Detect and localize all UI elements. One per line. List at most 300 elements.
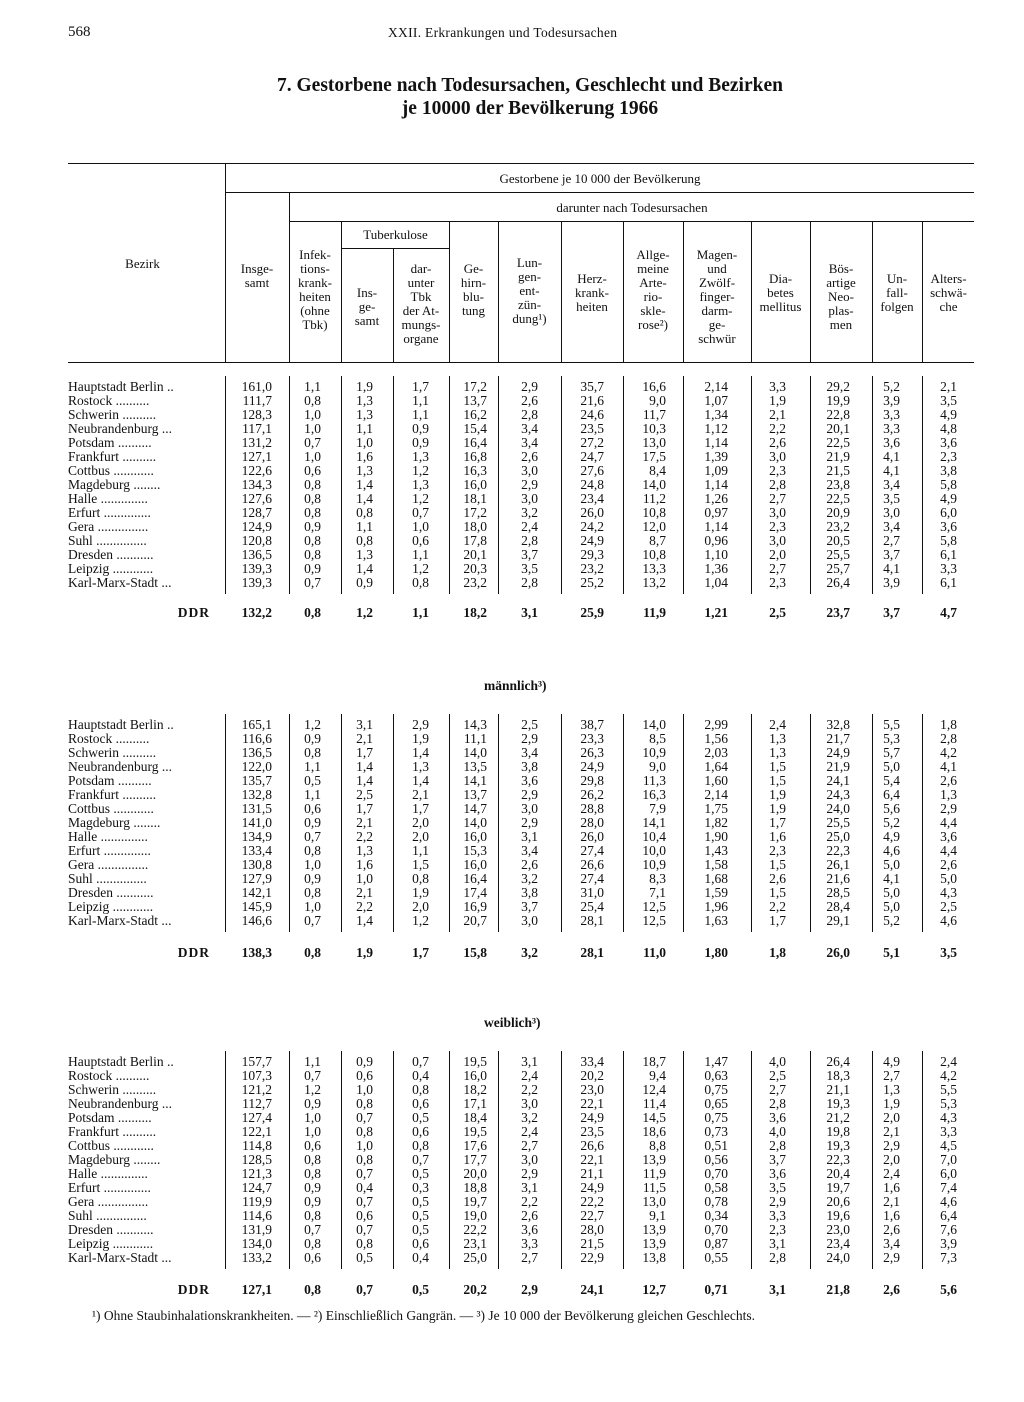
table-cell: 121,3 — [241, 1166, 272, 1181]
table-cell: 0,6 — [356, 1068, 373, 1083]
table-cell: 3,4 — [521, 421, 538, 436]
table-cell: 20,4 — [826, 1166, 850, 1181]
table-row — [0, 886, 1024, 900]
table-cell: 2,5 — [769, 605, 786, 620]
table-cell: 11,1 — [463, 731, 487, 746]
table-cell: 6,1 — [940, 575, 957, 590]
table-cell: 133,2 — [241, 1250, 272, 1265]
table-cell: 2,2 — [356, 829, 373, 844]
table-cell: 0,5 — [412, 1208, 429, 1223]
table-cell: 0,3 — [412, 1180, 429, 1195]
table-cell: 12,5 — [642, 899, 666, 914]
table-cell: 3,4 — [521, 745, 538, 760]
table-cell: 122,1 — [241, 1124, 272, 1139]
table-cell: 1,90 — [704, 829, 728, 844]
table-cell: 2,4 — [521, 519, 538, 534]
table-cell: 9,1 — [649, 1208, 666, 1223]
table-cell: 23,8 — [826, 477, 850, 492]
table-cell: 2,9 — [412, 717, 429, 732]
table-cell: 1,07 — [704, 393, 728, 408]
table-cell: 2,9 — [940, 801, 957, 816]
table-cell: 23,0 — [580, 1082, 604, 1097]
table-cell: 20,2 — [580, 1068, 604, 1083]
table-cell: 25,9 — [580, 605, 604, 620]
table-cell: 0,8 — [304, 945, 321, 960]
table-cell: 0,75 — [704, 1110, 728, 1125]
table-cell: 1,3 — [769, 731, 786, 746]
table-cell: 25,5 — [826, 547, 850, 562]
table-cell: 2,1 — [883, 1194, 900, 1209]
table-cell: 1,4 — [356, 477, 373, 492]
table-cell: 10,0 — [642, 843, 666, 858]
table-cell: 21,9 — [826, 759, 850, 774]
table-cell: 121,2 — [241, 1082, 272, 1097]
table-cell: 1,80 — [704, 945, 728, 960]
column-header: Lun- gen- ent- zün- dung¹) — [512, 255, 547, 326]
table-row — [0, 900, 1024, 914]
table-cell: 3,7 — [883, 605, 900, 620]
footnote: ¹) Ohne Staubinhalationskrankheiten. — ²) Einschließlich Gangrän. — ³) Je 10 000 der Bevölkerung gleichen Geschlechts. — [92, 1308, 755, 1323]
table-cell: 1,1 — [412, 393, 429, 408]
table-cell: 3,3 — [769, 379, 786, 394]
table-cell: 6,0 — [940, 1166, 957, 1181]
bezirk-name: Hauptstadt Berlin .. — [68, 718, 174, 732]
table-cell: 3,5 — [769, 1180, 786, 1195]
table-cell: 29,1 — [826, 913, 850, 928]
bezirk-name: Cottbus ............ — [68, 464, 154, 478]
table-cell: 15,8 — [463, 945, 487, 960]
table-cell: 14,0 — [642, 477, 666, 492]
table-cell: 3,2 — [521, 505, 538, 520]
table-cell: 27,2 — [580, 435, 604, 450]
header-darunter: darunter nach Todesursachen — [556, 200, 708, 215]
table-cell: 0,5 — [304, 773, 321, 788]
table-row — [0, 1083, 1024, 1097]
table-cell: 24,1 — [826, 773, 850, 788]
table-cell: 1,9 — [769, 787, 786, 802]
table-cell: 0,8 — [412, 871, 429, 886]
table-row — [0, 576, 1024, 590]
table-cell: 1,7 — [769, 913, 786, 928]
table-cell: 1,2 — [304, 1082, 321, 1097]
table-cell: 1,1 — [412, 843, 429, 858]
table-cell: 135,7 — [241, 773, 272, 788]
table-cell: 14,0 — [642, 717, 666, 732]
column-header: Bös- artige Neo- plas- men — [826, 261, 856, 332]
table-cell: 21,5 — [826, 463, 850, 478]
table-cell: 0,56 — [704, 1152, 728, 1167]
table-cell: 5,2 — [883, 815, 900, 830]
table-cell: 3,3 — [521, 1236, 538, 1251]
table-cell: 1,8 — [940, 717, 957, 732]
table-cell: 0,97 — [704, 505, 728, 520]
table-cell: 1,7 — [412, 945, 429, 960]
bezirk-name: Dresden ........... — [68, 1223, 154, 1237]
table-cell: 22,9 — [580, 1250, 604, 1265]
table-cell: 1,0 — [356, 1138, 373, 1153]
table-cell: 23,3 — [580, 731, 604, 746]
table-cell: 1,0 — [304, 1124, 321, 1139]
table-cell: 28,8 — [580, 801, 604, 816]
table-cell: 20,5 — [826, 533, 850, 548]
table-cell: 3,5 — [521, 561, 538, 576]
bezirk-name: Rostock .......... — [68, 1069, 150, 1083]
table-cell: 19,9 — [826, 393, 850, 408]
table-cell: 15,4 — [463, 421, 487, 436]
table-cell: 5,3 — [883, 731, 900, 746]
table-cell: 1,43 — [704, 843, 728, 858]
table-cell: 17,5 — [642, 449, 666, 464]
table-cell: 1,3 — [356, 547, 373, 562]
table-cell: 0,9 — [304, 731, 321, 746]
table-cell: 1,5 — [769, 773, 786, 788]
table-cell: 127,4 — [241, 1110, 272, 1125]
table-cell: 18,7 — [642, 1054, 666, 1069]
bezirk-name: Frankfurt .......... — [68, 788, 157, 802]
table-cell: 25,0 — [826, 829, 850, 844]
table-cell: 19,8 — [826, 1124, 850, 1139]
table-cell: 12,0 — [642, 519, 666, 534]
table-cell: 5,0 — [883, 759, 900, 774]
table-cell: 4,3 — [940, 885, 957, 900]
table-cell: 1,60 — [704, 773, 728, 788]
table-cell: 0,8 — [304, 605, 321, 620]
table-cell: 1,9 — [356, 379, 373, 394]
table-cell: 18,6 — [642, 1124, 666, 1139]
table-cell: 13,0 — [642, 435, 666, 450]
table-cell: 28,0 — [580, 815, 604, 830]
table-cell: 14,1 — [463, 773, 487, 788]
bezirk-name: Leipzig ............ — [68, 900, 154, 914]
table-cell: 20,0 — [463, 1166, 487, 1181]
table-cell: 3,4 — [521, 843, 538, 858]
bezirk-name: Schwerin .......... — [68, 1083, 157, 1097]
table-cell: 0,6 — [304, 463, 321, 478]
table-cell: 2,1 — [940, 379, 957, 394]
bezirk-name: Erfurt .............. — [68, 1181, 151, 1195]
table-cell: 127,9 — [241, 871, 272, 886]
table-cell: 0,6 — [356, 1208, 373, 1223]
table-cell: 2,7 — [769, 561, 786, 576]
table-cell: 1,9 — [769, 393, 786, 408]
table-cell: 2,7 — [883, 533, 900, 548]
table-cell: 2,4 — [940, 1054, 957, 1069]
table-cell: 26,6 — [580, 857, 604, 872]
table-cell: 13,3 — [642, 561, 666, 576]
table-cell: 2,14 — [704, 787, 728, 802]
table-cell: 4,4 — [940, 815, 957, 830]
table-cell: 8,3 — [649, 871, 666, 886]
table-cell: 7,0 — [940, 1152, 957, 1167]
column-header: Insge- samt — [240, 261, 274, 290]
table-cell: 1,2 — [412, 561, 429, 576]
table-cell: 11,7 — [642, 407, 666, 422]
table-cell: 26,0 — [826, 945, 850, 960]
table-cell: 29,8 — [580, 773, 604, 788]
table-cell: 17,2 — [463, 379, 487, 394]
table-cell: 21,9 — [826, 449, 850, 464]
table-cell: 2,6 — [883, 1282, 900, 1297]
table-cell: 2,6 — [521, 449, 538, 464]
table-cell: 17,7 — [463, 1152, 487, 1167]
table-cell: 2,8 — [769, 1250, 786, 1265]
table-cell: 1,14 — [704, 519, 728, 534]
table-cell: 5,4 — [883, 773, 900, 788]
table-cell: 1,4 — [356, 759, 373, 774]
table-cell: 17,6 — [463, 1138, 487, 1153]
table-row — [0, 1055, 1024, 1069]
table-cell: 0,6 — [304, 1138, 321, 1153]
table-cell: 18,3 — [826, 1068, 850, 1083]
table-cell: 24,9 — [580, 759, 604, 774]
table-cell: 0,78 — [704, 1194, 728, 1209]
table-cell: 1,2 — [412, 913, 429, 928]
table-cell: 2,9 — [769, 1194, 786, 1209]
table-cell: 0,6 — [412, 1124, 429, 1139]
table-cell: 1,0 — [304, 899, 321, 914]
table-cell: 20,7 — [463, 913, 487, 928]
table-cell: 1,3 — [940, 787, 957, 802]
table-cell: 11,9 — [642, 1166, 666, 1181]
table-cell: 19,5 — [463, 1054, 487, 1069]
table-cell: 0,8 — [304, 885, 321, 900]
table-cell: 0,7 — [412, 505, 429, 520]
table-cell: 11,9 — [643, 605, 666, 620]
table-cell: 1,4 — [356, 491, 373, 506]
table-cell: 11,3 — [642, 773, 666, 788]
table-cell: 3,3 — [940, 1124, 957, 1139]
column-header: Ge- hirn- blu- tung — [460, 261, 487, 318]
table-cell: 0,7 — [356, 1194, 373, 1209]
table-cell: 2,3 — [769, 519, 786, 534]
table-cell: 0,7 — [304, 435, 321, 450]
table-cell: 1,56 — [704, 731, 728, 746]
table-title — [200, 74, 860, 120]
table-cell: 2,0 — [412, 899, 429, 914]
table-cell: 3,1 — [356, 717, 373, 732]
table-cell: 6,1 — [940, 547, 957, 562]
table-cell: 133,4 — [241, 843, 272, 858]
table-cell: 2,3 — [769, 463, 786, 478]
table-cell: 1,0 — [356, 871, 373, 886]
table-cell: 20,3 — [463, 561, 487, 576]
table-cell: 18,4 — [463, 1110, 487, 1125]
table-cell: 3,4 — [521, 435, 538, 450]
table-cell: 1,3 — [356, 407, 373, 422]
table-cell: 3,3 — [940, 561, 957, 576]
bezirk-name: Karl-Marx-Stadt ... — [68, 576, 172, 590]
table-cell: 128,7 — [241, 505, 272, 520]
table-row — [0, 746, 1024, 760]
table-cell: 21,1 — [580, 1166, 604, 1181]
table-cell: 18,8 — [463, 1180, 487, 1195]
table-cell: 27,4 — [580, 843, 604, 858]
bezirk-name: Erfurt .............. — [68, 506, 151, 520]
table-cell: 20,1 — [826, 421, 850, 436]
table-cell: 2,4 — [769, 717, 786, 732]
bezirk-name: Rostock .......... — [68, 732, 150, 746]
table-cell: 19,7 — [463, 1194, 487, 1209]
table-cell: 0,8 — [304, 505, 321, 520]
table-row — [0, 548, 1024, 562]
table-cell: 1,39 — [704, 449, 728, 464]
table-cell: 124,9 — [241, 519, 272, 534]
table-cell: 1,0 — [304, 449, 321, 464]
table-cell: 0,8 — [356, 533, 373, 548]
total-label: DDR — [177, 1283, 210, 1297]
table-cell: 2,9 — [521, 379, 538, 394]
table-cell: 28,1 — [580, 913, 604, 928]
table-cell: 1,9 — [356, 945, 373, 960]
table-cell: 1,0 — [356, 435, 373, 450]
table-cell: 24,9 — [580, 1110, 604, 1125]
table-cell: 0,7 — [356, 1222, 373, 1237]
table-cell: 3,6 — [940, 829, 957, 844]
column-header: Un- fall- folgen — [880, 271, 914, 314]
table-cell: 0,9 — [356, 575, 373, 590]
table-cell: 24,8 — [580, 477, 604, 492]
table-cell: 3,9 — [883, 393, 900, 408]
table-cell: 1,7 — [412, 379, 429, 394]
table-cell: 1,6 — [356, 449, 373, 464]
table-cell: 2,6 — [521, 1208, 538, 1223]
table-cell: 33,4 — [580, 1054, 604, 1069]
table-cell: 2,8 — [521, 533, 538, 548]
table-cell: 10,3 — [642, 421, 666, 436]
table-cell: 4,1 — [883, 449, 900, 464]
table-row — [0, 802, 1024, 816]
table-cell: 1,4 — [412, 773, 429, 788]
table-row — [0, 1097, 1024, 1111]
table-cell: 4,9 — [883, 1054, 900, 1069]
table-cell: 1,4 — [356, 561, 373, 576]
table-cell: 13,7 — [463, 787, 487, 802]
table-cell: 26,4 — [826, 1054, 850, 1069]
bezirk-name: Hauptstadt Berlin .. — [68, 1055, 174, 1069]
table-cell: 0,7 — [356, 1110, 373, 1125]
table-cell: 0,70 — [704, 1166, 728, 1181]
table-cell: 3,3 — [883, 407, 900, 422]
table-cell: 2,2 — [521, 1082, 538, 1097]
bezirk-name: Schwerin .......... — [68, 746, 157, 760]
table-cell: 124,7 — [241, 1180, 272, 1195]
table-cell: 145,9 — [241, 899, 272, 914]
table-cell: 2,14 — [704, 379, 728, 394]
table-cell: 22,5 — [826, 491, 850, 506]
table-cell: 3,0 — [521, 1152, 538, 1167]
table-cell: 4,6 — [940, 1194, 957, 1209]
table-cell: 3,9 — [883, 575, 900, 590]
table-cell: 1,14 — [704, 477, 728, 492]
table-cell: 2,0 — [412, 829, 429, 844]
table-cell: 146,6 — [241, 913, 272, 928]
table-cell: 26,0 — [580, 829, 604, 844]
table-cell: 16,0 — [463, 1068, 487, 1083]
table-cell: 16,0 — [463, 477, 487, 492]
table-cell: 3,0 — [769, 449, 786, 464]
table-cell: 4,1 — [883, 561, 900, 576]
table-row — [0, 788, 1024, 802]
table-cell: 1,26 — [704, 491, 728, 506]
table-cell: 0,8 — [412, 1138, 429, 1153]
table-row — [0, 1153, 1024, 1167]
bezirk-name: Rostock .......... — [68, 394, 150, 408]
table-cell: 25,0 — [463, 1250, 487, 1265]
table-cell: 114,8 — [242, 1138, 272, 1153]
table-cell: 0,8 — [304, 745, 321, 760]
table-cell: 1,3 — [412, 477, 429, 492]
table-cell: 7,3 — [940, 1250, 957, 1265]
table-cell: 24,2 — [580, 519, 604, 534]
table-cell: 0,5 — [412, 1222, 429, 1237]
table-row — [0, 520, 1024, 534]
table-cell: 3,3 — [883, 421, 900, 436]
table-cell: 32,8 — [826, 717, 850, 732]
table-cell: 1,3 — [769, 745, 786, 760]
column-header: Alters- schwä- che — [930, 271, 967, 314]
table-cell: 1,9 — [412, 731, 429, 746]
table-cell: 4,7 — [940, 605, 957, 620]
table-cell: 0,8 — [356, 505, 373, 520]
table-cell: 14,0 — [463, 815, 487, 830]
table-cell: 4,1 — [883, 871, 900, 886]
table-cell: 4,9 — [940, 407, 957, 422]
table-cell: 1,2 — [356, 605, 373, 620]
table-cell: 3,1 — [769, 1282, 786, 1297]
table-cell: 2,3 — [940, 449, 957, 464]
table-cell: 0,9 — [304, 815, 321, 830]
table-cell: 4,6 — [883, 843, 900, 858]
table-cell: 142,1 — [241, 885, 272, 900]
table-cell: 0,6 — [412, 1236, 429, 1251]
table-cell: 111,7 — [242, 393, 272, 408]
table-cell: 0,8 — [304, 1282, 321, 1297]
table-cell: 20,1 — [463, 547, 487, 562]
table-cell: 1,4 — [412, 745, 429, 760]
table-cell: 3,1 — [521, 829, 538, 844]
table-cell: 22,8 — [826, 407, 850, 422]
table-cell: 10,8 — [642, 505, 666, 520]
table-cell: 0,8 — [356, 1236, 373, 1251]
table-cell: 1,4 — [356, 913, 373, 928]
table-cell: 26,2 — [580, 787, 604, 802]
table-cell: 2,9 — [521, 731, 538, 746]
table-cell: 1,2 — [412, 463, 429, 478]
table-cell: 2,6 — [940, 773, 957, 788]
table-cell: 1,04 — [704, 575, 728, 590]
table-cell: 1,1 — [304, 379, 321, 394]
table-cell: 1,1 — [304, 1054, 321, 1069]
table-row — [0, 1251, 1024, 1265]
table-cell: 0,58 — [704, 1180, 728, 1195]
table-cell: 2,2 — [769, 899, 786, 914]
bezirk-name: Halle .............. — [68, 1167, 148, 1181]
table-cell: 3,1 — [521, 605, 538, 620]
table-row — [0, 422, 1024, 436]
table-cell: 1,5 — [769, 857, 786, 872]
table-cell: 20,9 — [826, 505, 850, 520]
table-row — [0, 1209, 1024, 1223]
table-cell: 14,5 — [642, 1110, 666, 1125]
table-cell: 3,8 — [521, 759, 538, 774]
table-cell: 2,6 — [883, 1222, 900, 1237]
table-cell: 3,7 — [521, 899, 538, 914]
table-row — [0, 464, 1024, 478]
table-cell: 25,5 — [826, 815, 850, 830]
table-cell: 3,0 — [521, 491, 538, 506]
table-cell: 21,1 — [826, 1082, 850, 1097]
header-top-rule — [68, 163, 974, 164]
